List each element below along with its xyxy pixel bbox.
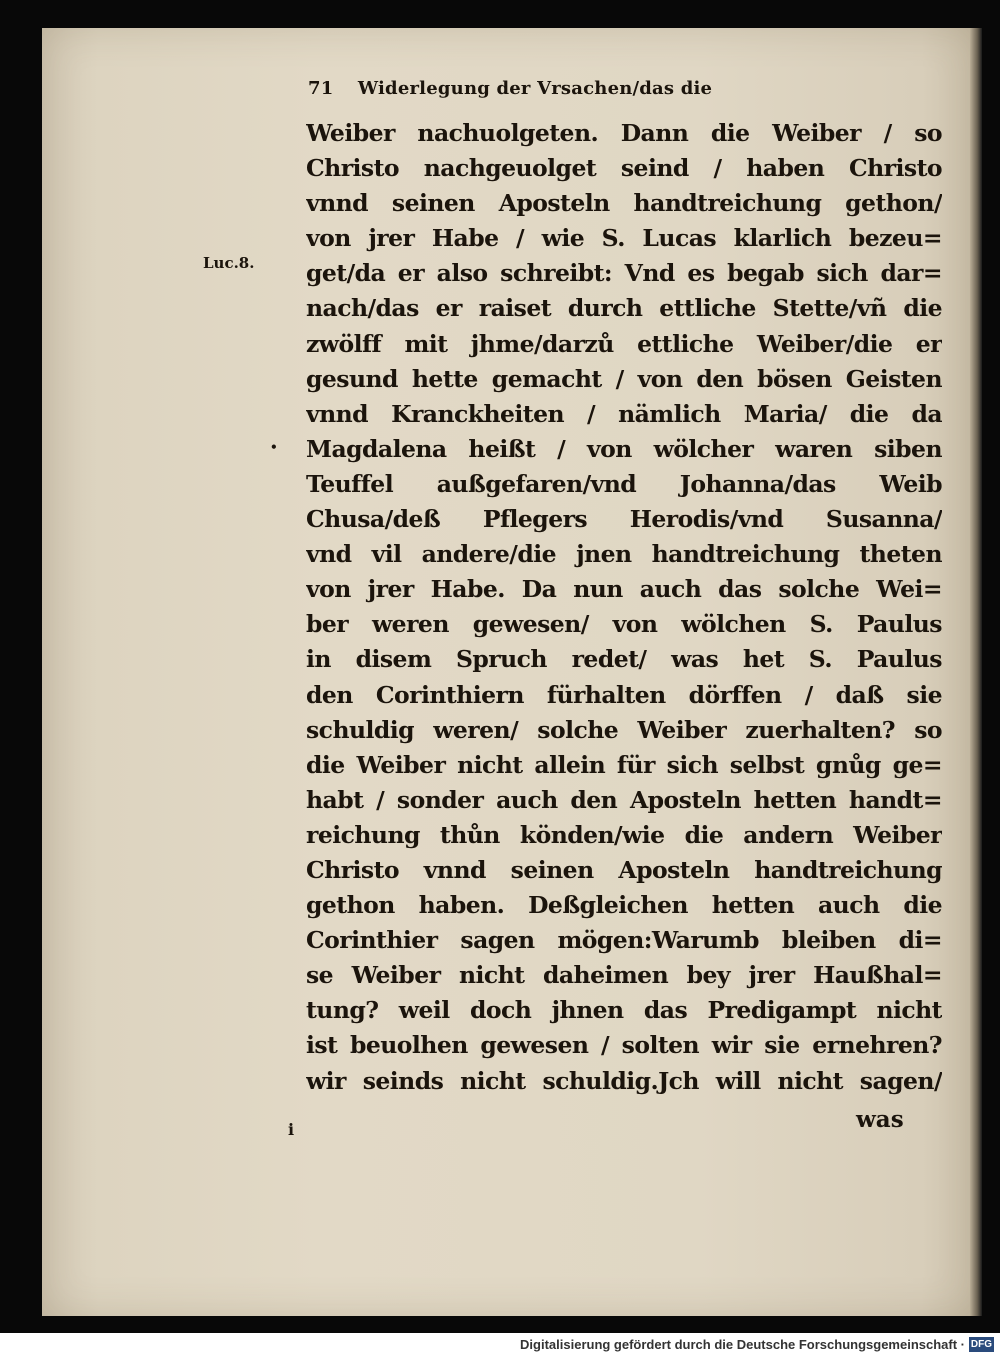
text-line: gesund hette gemacht / von den bösen Geisten bbox=[306, 364, 942, 393]
text-line: in disem Spruch redet/ was het S. Paulus bbox=[306, 645, 942, 674]
text-line: habt / sonder auch den Aposteln hetten handt= bbox=[306, 785, 942, 814]
text-line: ber weren gewesen/ von wölchen S. Paulus bbox=[306, 610, 942, 639]
text-line: reichung thůn könden/wie die andern Weiber bbox=[306, 820, 942, 849]
footer-credit: Digitalisierung gefördert durch die Deutsche Forschungsgemeinschaft · bbox=[520, 1337, 965, 1352]
margin-note: Luc.8. bbox=[203, 254, 255, 272]
text-line: Corinthier sagen mögen:Warumb bleiben di= bbox=[306, 926, 942, 955]
text-line: schuldig weren/ solche Weiber zuerhalten? so bbox=[306, 715, 942, 744]
tick-mark: i bbox=[288, 1120, 295, 1139]
text-line: den Corinthiern fürhalten dörffen / daß sie bbox=[306, 680, 942, 709]
dfg-logo: DFG bbox=[970, 1339, 992, 1350]
running-head-title: Widerlegung der Vrsachen/das die bbox=[357, 78, 713, 99]
text-line: Christo vnnd seinen Aposteln handtreichung bbox=[306, 855, 942, 884]
text-line: vnnd Kranckheiten / nämlich Maria/ die da bbox=[306, 399, 942, 428]
text-line: Christo nachgeuolget seind / haben Christo bbox=[306, 154, 942, 183]
text-line: Weiber nachuolgeten. Dann die Weiber / so bbox=[306, 119, 942, 147]
text-line: vnd vil andere/die jnen handtreichung theten bbox=[306, 540, 942, 569]
text-line: Magdalena heißt / von wölcher waren siben bbox=[306, 434, 942, 463]
text-line: vnnd seinen Aposteln handtreichung gethon/ bbox=[306, 189, 942, 218]
text-line: wir seinds nicht schuldig.Jch will nicht sagen/ bbox=[306, 1066, 942, 1095]
folio-number: 71 bbox=[308, 78, 334, 99]
text-line: von jrer Habe / wie S. Lucas klarlich bezeu= bbox=[306, 224, 942, 253]
body-text bbox=[306, 116, 942, 1099]
margin-mark: • bbox=[270, 440, 278, 454]
text-line: von jrer Habe. Da nun auch das solche Wei= bbox=[306, 575, 942, 604]
text-line: zwölff mit jhme/darzů ettliche Weiber/die er bbox=[306, 329, 942, 358]
text-line: nach/das er raiset durch ettliche Stette/vñ die bbox=[306, 294, 942, 323]
text-line: se Weiber nicht daheimen bey jrer Haußhal= bbox=[306, 961, 942, 990]
text-line: tung? weil doch jhnen das Predigampt nicht bbox=[306, 996, 942, 1025]
catchword: was bbox=[856, 1106, 904, 1133]
text-line: ist beuolhen gewesen / solten wir sie ernehren? bbox=[306, 1031, 942, 1060]
running-head bbox=[308, 78, 712, 99]
text-line: get/da er also schreibt: Vnd es begab sich dar= bbox=[306, 259, 942, 288]
text-line: Chusa/deß Pflegers Herodis/vnd Susanna/ bbox=[306, 505, 942, 534]
text-line: die Weiber nicht allein für sich selbst gnůg ge= bbox=[306, 750, 942, 779]
text-line: Teuffel außgefaren/vnd Johanna/das Weib bbox=[306, 469, 942, 498]
text-line: gethon haben. Deßgleichen hetten auch die bbox=[306, 891, 942, 920]
page-edge bbox=[970, 28, 982, 1316]
